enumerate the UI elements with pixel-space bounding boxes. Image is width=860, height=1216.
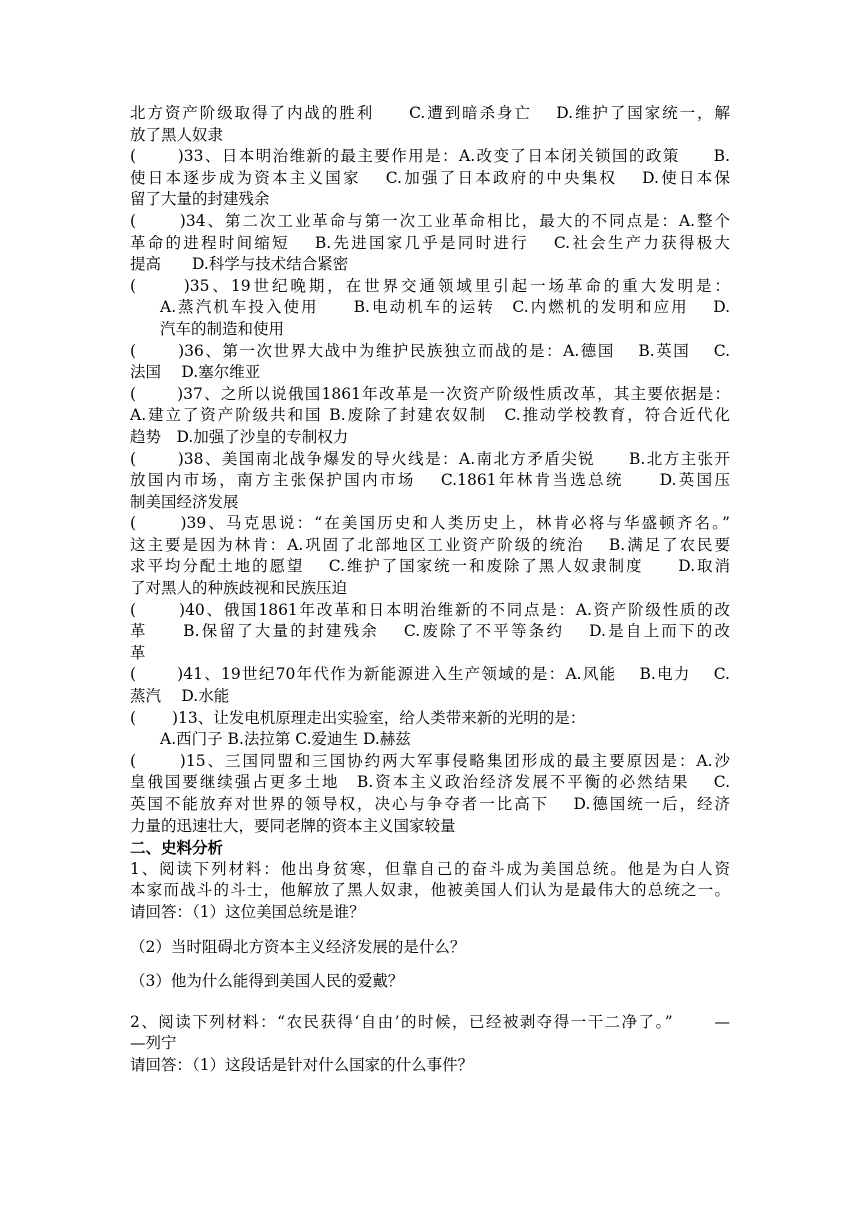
- text-line: 制美国经济发展: [130, 492, 239, 511]
- text-line: A.蒸汽机车投入使用 B.电动机车的运转 C.内燃机的发明和应用 D.: [160, 298, 730, 317]
- text-line: —列宁: [130, 1034, 177, 1053]
- text-line: 这主要是因为林肯：A.巩固了北部地区工业资产阶级的统治 B.满足了农民要: [130, 535, 730, 554]
- text-line: A.建立了资产阶级共和国 B.废除了封建农奴制 C.推动学校教育，符合近代化: [130, 406, 730, 425]
- text-line: 提高 D.科学与技术结合紧密: [130, 255, 349, 274]
- text-line: 革 B.保留了大量的封建残余 C.废除了不平等条约 D.是自上而下的改: [130, 622, 730, 641]
- text-line: 力量的迅速壮大，要同老牌的资本主义国家较量: [130, 816, 456, 835]
- material-1: 1、阅读下列材料：他出身贫寒，但靠自己的奋斗成为美国总统。他是为白人资: [130, 859, 730, 878]
- text-line: 英国不能放弃对世界的领导权，决心与争夺者一比高下 D.德国统一后，经济: [130, 795, 730, 813]
- text-line: 本家而战斗的斗士，他解放了黑人奴隶，他被美国人们认为是最伟大的总统之一。: [130, 881, 730, 900]
- text-line: 革: [130, 643, 146, 662]
- question-35: ( )35、19世纪晚期，在世界交通领域里引起一场革命的重大发明是：: [130, 276, 730, 295]
- text-line: 法国 D.塞尔维亚: [130, 363, 261, 382]
- exam-page: [130, 103, 730, 1077]
- text-line: 汽车的制造和使用: [160, 319, 285, 338]
- question-37: ( )37、之所以说俄国1861年改革是一次资产阶级性质改革，其主要依据是：: [130, 384, 730, 403]
- answer-space: [130, 958, 730, 971]
- question-text: 请回答：（1）这段话是针对什么国家的什么事件？: [130, 1055, 474, 1074]
- text-line: 了对黑人的种族歧视和民族压迫: [130, 579, 348, 598]
- question-36: ( )36、第一次世界大战中为维护民族独立而战的是：A.德国 B.英国 C.: [130, 341, 730, 360]
- text-line: 皇俄国要继续强占更多土地 B.资本主义政治经济发展不平衡的必然结果 C.: [130, 773, 730, 792]
- text-line: 留了大量的封建残余: [130, 190, 270, 209]
- question-34: ( )34、第二次工业革命与第一次工业革命相比，最大的不同点是：A.整个: [130, 211, 730, 230]
- question-15: ( )15、三国同盟和三国协约两大军事侵略集团形成的最主要原因是：A.沙: [130, 751, 730, 770]
- text-line: 放了黑人奴隶: [130, 125, 224, 144]
- question-38: ( )38、美国南北战争爆发的导火线是：A.南北方矛盾尖锐 B.北方主张开: [130, 449, 730, 468]
- question-13: ( )13、让发电机原理走出实验室，给人类带来新的光明的是：: [130, 708, 586, 727]
- text-line: 求平均分配土地的愿望 C.维护了国家统一和废除了黑人奴隶制度 D.取消: [130, 557, 730, 576]
- text-line: 革命的进程时间缩短 B.先进国家几乎是同时进行 C.社会生产力获得极大: [130, 233, 730, 252]
- question-40: ( )40、俄国1861年改革和日本明治维新的不同点是：A.资产阶级性质的改: [130, 600, 730, 619]
- question-33: ( )33、日本明治维新的最主要作用是：A.改变了日本闭关锁国的政策 B.: [130, 147, 730, 166]
- question-39: ( )39、马克思说：“在美国历史和人类历史上，林肯必将与华盛顿齐名。”: [130, 514, 730, 533]
- text-line: 使日本逐步成为资本主义国家 C.加强了日本政府的中央集权 D.使日本保: [130, 168, 730, 187]
- answer-space: [130, 924, 730, 937]
- text-line: 趋势 D.加强了沙皇的专制权力: [130, 427, 349, 446]
- question-text: 请回答：（1）这位美国总统是谁？: [130, 902, 365, 921]
- section-heading: 二、史料分析: [130, 838, 224, 858]
- question-text: （3）他为什么能得到美国人民的爱戴？: [130, 972, 404, 991]
- answer-space: [130, 993, 730, 1012]
- question-41: ( )41、19世纪70年代作为新能源进入生产领域的是：A.风能 B.电力 C.: [130, 665, 730, 684]
- text-line: 蒸汽 D.水能: [130, 687, 230, 706]
- text-line: 北方资产阶级取得了内战的胜利 C.遭到暗杀身亡 D.维护了国家统一，解: [130, 104, 730, 122]
- question-text: （2）当时阻碍北方资本主义经济发展的是什么？: [130, 937, 466, 956]
- text-line: 放国内市场，南方主张保护国内市场 C.1861年林肯当选总统 D.英国压: [130, 471, 730, 490]
- material-2: 2、阅读下列材料：“农民获得‘自由’的时候，已经被剥夺得一干二净了。” —: [130, 1012, 730, 1031]
- text-line: A.西门子 B.法拉第 C.爱迪生 D.赫兹: [160, 730, 411, 749]
